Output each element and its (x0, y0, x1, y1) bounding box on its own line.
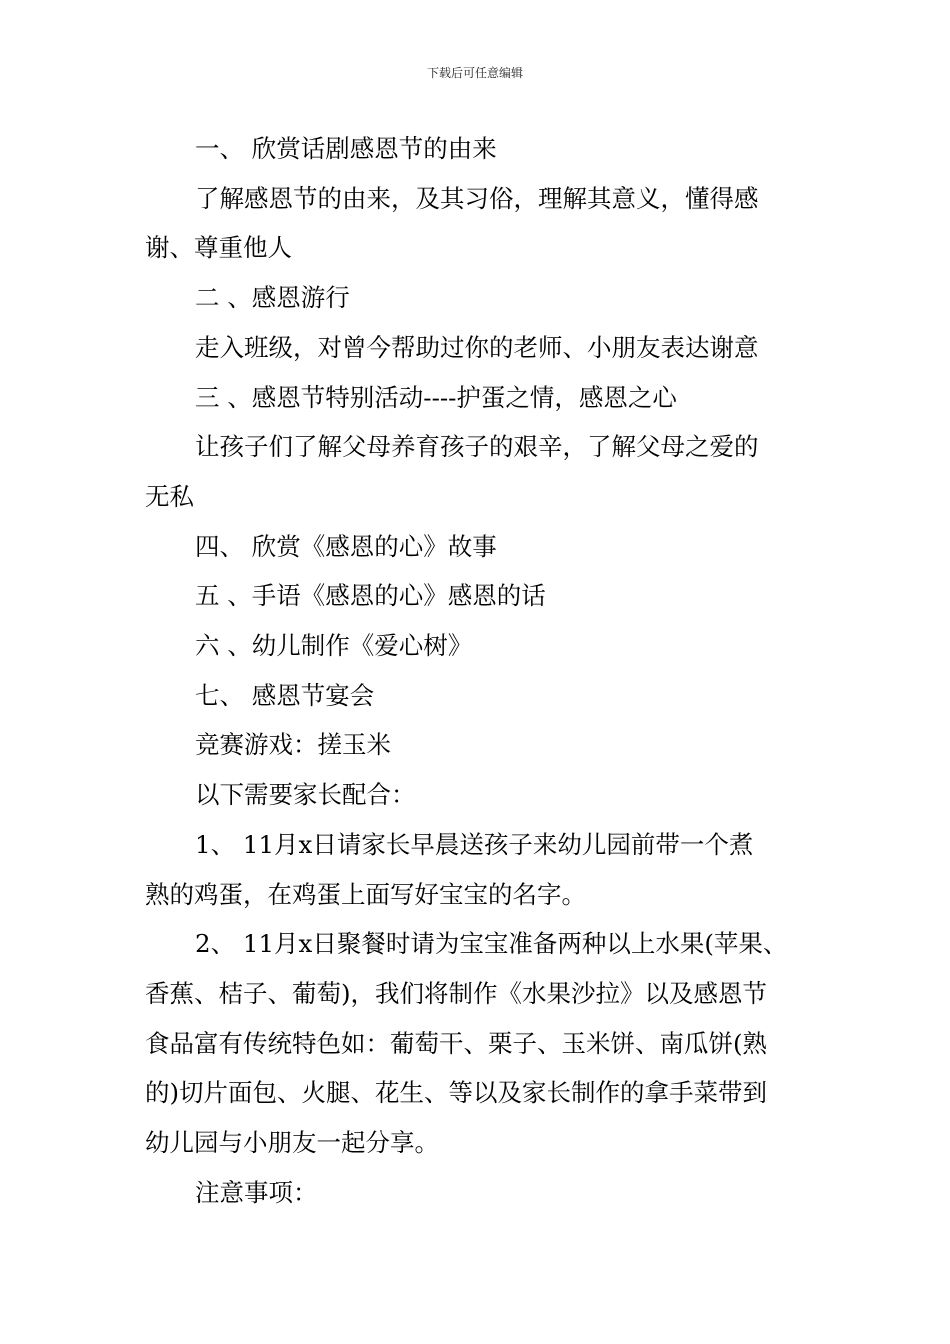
paragraph-line: 无私 (145, 481, 194, 511)
list-item-2: 2、 11月x日聚餐时请为宝宝准备两种以上水果(苹果、 (195, 929, 788, 959)
paragraph-line: 让孩子们了解父母养育孩子的艰辛，了解父母之爱的 (195, 432, 759, 462)
section-heading-7: 七、 感恩节宴会 (195, 680, 375, 710)
paragraph-line: 香蕉、桔子、葡萄)，我们将制作《水果沙拉》以及感恩节 (145, 978, 768, 1008)
section-heading-5: 五 、手语《感恩的心》感恩的话 (195, 581, 546, 611)
paragraph-line: 谢、尊重他人 (145, 233, 292, 263)
section-heading-1: 一、 欣赏话剧感恩节的由来 (195, 134, 497, 163)
paragraph-line: 幼儿园与小朋友一起分享。 (145, 1128, 439, 1158)
section-heading-3: 三 、感恩节特别活动----护蛋之情，感恩之心 (195, 382, 677, 412)
paragraph-line: 以下需要家长配合： (195, 780, 416, 810)
page-header: 下载后可任意编辑 (426, 66, 523, 80)
paragraph-line: 了解感恩节的由来，及其习俗，理解其意义，懂得感 (195, 183, 759, 213)
section-heading-4: 四、 欣赏《感恩的心》故事 (195, 531, 497, 561)
paragraph-line: 熟的鸡蛋，在鸡蛋上面写好宝宝的名字。 (145, 879, 586, 909)
paragraph-line: 走入班级，对曾今帮助过你的老师、小朋友表达谢意 (195, 332, 759, 362)
document-body (145, 124, 817, 1217)
section-heading-6: 六 、幼儿制作《爱心树》 (195, 631, 473, 661)
paragraph-line: 的)切片面包、火腿、花生、等以及家长制作的拿手菜带到 (145, 1078, 768, 1108)
list-item-1: 1、 11月x日请家长早晨送孩子来幼儿园前带一个煮 (195, 829, 754, 859)
notes-heading: 注意事项： (195, 1177, 318, 1207)
paragraph-line: 食品富有传统特色如：葡萄干、栗子、玉米饼、南瓜饼(熟 (145, 1028, 768, 1058)
section-heading-2: 二 、感恩游行 (195, 283, 350, 313)
paragraph-line: 竞赛游戏：搓玉米 (195, 730, 391, 760)
